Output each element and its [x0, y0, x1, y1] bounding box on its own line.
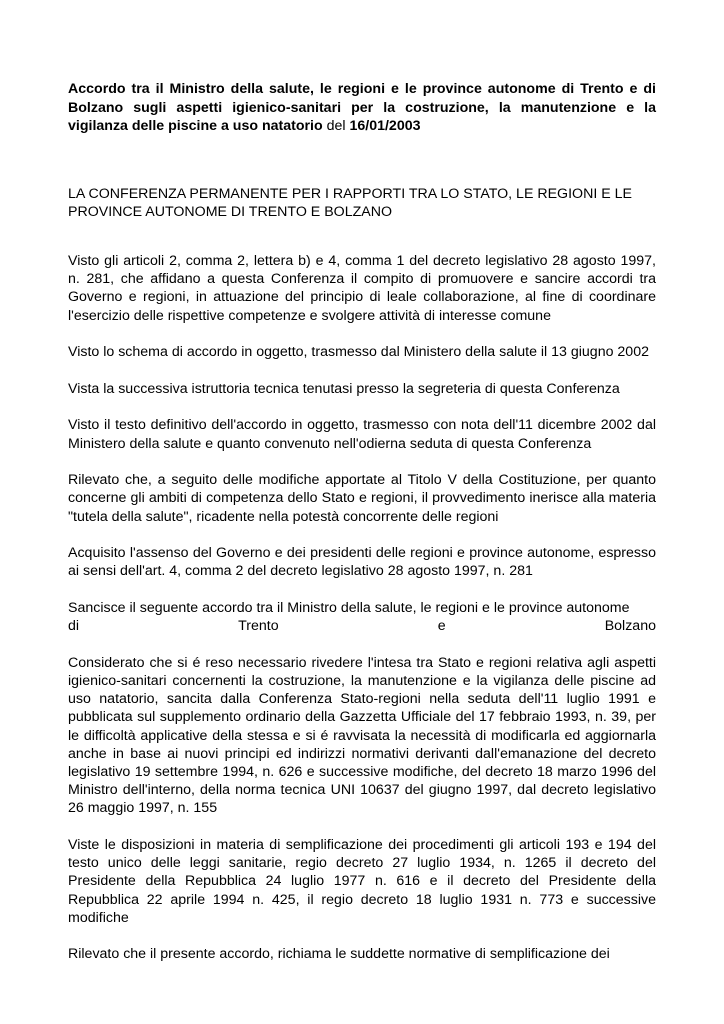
paragraph-visto-schema: Visto lo schema di accordo in oggetto, trasmesso dal Ministero della salute il 13 giugno 2002 — [68, 344, 649, 361]
sancisce-word-e: e — [437, 618, 446, 635]
sancisce-word-trento: Trento — [238, 618, 279, 635]
paragraph-vista-istruttoria: Vista la successiva istruttoria tecnica tenutasi presso la segreteria di questa Conferenza — [68, 380, 620, 397]
sancisce-word-bolzano: Bolzano — [604, 618, 656, 635]
title-bold: Accordo tra il Ministro della salute, le regioni e le province autonome di Trento e di Bolzano sugli aspetti igienico-sanitari per la costruzione, la manutenzione e la vigilanza delle piscine a uso natatorio — [68, 81, 656, 135]
title-date: 16/01/2003 — [349, 118, 421, 135]
document-title — [68, 80, 656, 136]
paragraph-considerato: Considerato che si é reso necessario rivedere l'intesa tra Stato e regioni relativa agli aspetti igienico-sanitari concernenti la costruzione, la manutenzione e la vigilanza delle piscine ad uso natatorio, sancita dalla Conferenza Stato-regioni nella seduta dell'11 luglio 1991 e pubblicata sul supplemento ordinario della Gazzetta Ufficiale del 17 febbraio 1993, n. 39, per le difficoltà applicative della stessa e si é ravvisata la necessità di modificarla ed aggiornarla anche in base ai nuovi principi ed indirizzi normativi derivanti dall'emanazione del decreto legislativo 19 settembre 1994, n. 626 e successive modifiche, del decreto 18 marzo 1996 del Ministro dell'interno, della norma tecnica UNI 10637 del giugno 1997, dal decreto legislativo 26 maggio 1997, n. 155 — [68, 654, 656, 817]
paragraph-viste-disposizioni: Viste le disposizioni in materia di semplificazione dei procedimenti gli articoli 193 e 194 del testo unico delle leggi sanitarie, regio decreto 27 luglio 1934, n. 1265 il decreto del Presidente della Repubblica 24 luglio 1977 n. 616 e il decreto del Presidente della Repubblica 22 aprile 1994 n. 425, il regio decreto 18 luglio 1931 n. 773 e successive modifiche — [68, 836, 656, 926]
conference-heading: LA CONFERENZA PERMANENTE PER I RAPPORTI TRA LO STATO, LE REGIONI E LE PROVINCE AUTONOME DI TRENTO E BOLZANO — [68, 185, 632, 221]
paragraph-rilevato-accordo: Rilevato che il presente accordo, richiama le suddette normative di semplificazione dei — [68, 946, 610, 963]
paragraph-visto-articoli: Visto gli articoli 2, comma 2, lettera b) e 4, comma 1 del decreto legislativo 28 agosto 1997, n. 281, che affidano a questa Conferenza il compito di promuovere e sancire accordi tra Governo e regioni, in attuazione del principio di leale collaborazione, al fine di coordinare l'esercizio delle rispettive competenze e svolgere attività di interesse comune — [68, 252, 656, 324]
sancisce-line-1: Sancisce il seguente accordo tra il Ministro della salute, le regioni e le province autonome — [68, 599, 630, 616]
document-body — [68, 252, 656, 963]
paragraph-acquisito-assenso: Acquisito l'assenso del Governo e dei presidenti delle regioni e province autonome, espresso ai sensi dell'art. 4, comma 2 del decreto legislativo 28 agosto 1997, n. 281 — [68, 545, 656, 580]
paragraph-sancisce — [68, 599, 656, 635]
paragraph-rilevato-titolo-v: Rilevato che, a seguito delle modifiche apportate al Titolo V della Costituzione, per quanto concerne gli ambiti di competenza dello Stato e regioni, il provvedimento inerisce alla materia "tutela della salute", ricadente nella potestà concorrente delle regioni — [68, 472, 656, 525]
paragraph-visto-testo: Visto il testo definitivo dell'accordo in oggetto, trasmesso con nota dell'11 dicembre 2002 dal Ministero della salute e quanto convenuto nell'odierna seduta di questa Conferenza — [68, 417, 656, 452]
title-connector: del — [322, 118, 350, 135]
sancisce-word-di: di — [68, 618, 80, 635]
sancisce-line-2 — [68, 617, 656, 635]
